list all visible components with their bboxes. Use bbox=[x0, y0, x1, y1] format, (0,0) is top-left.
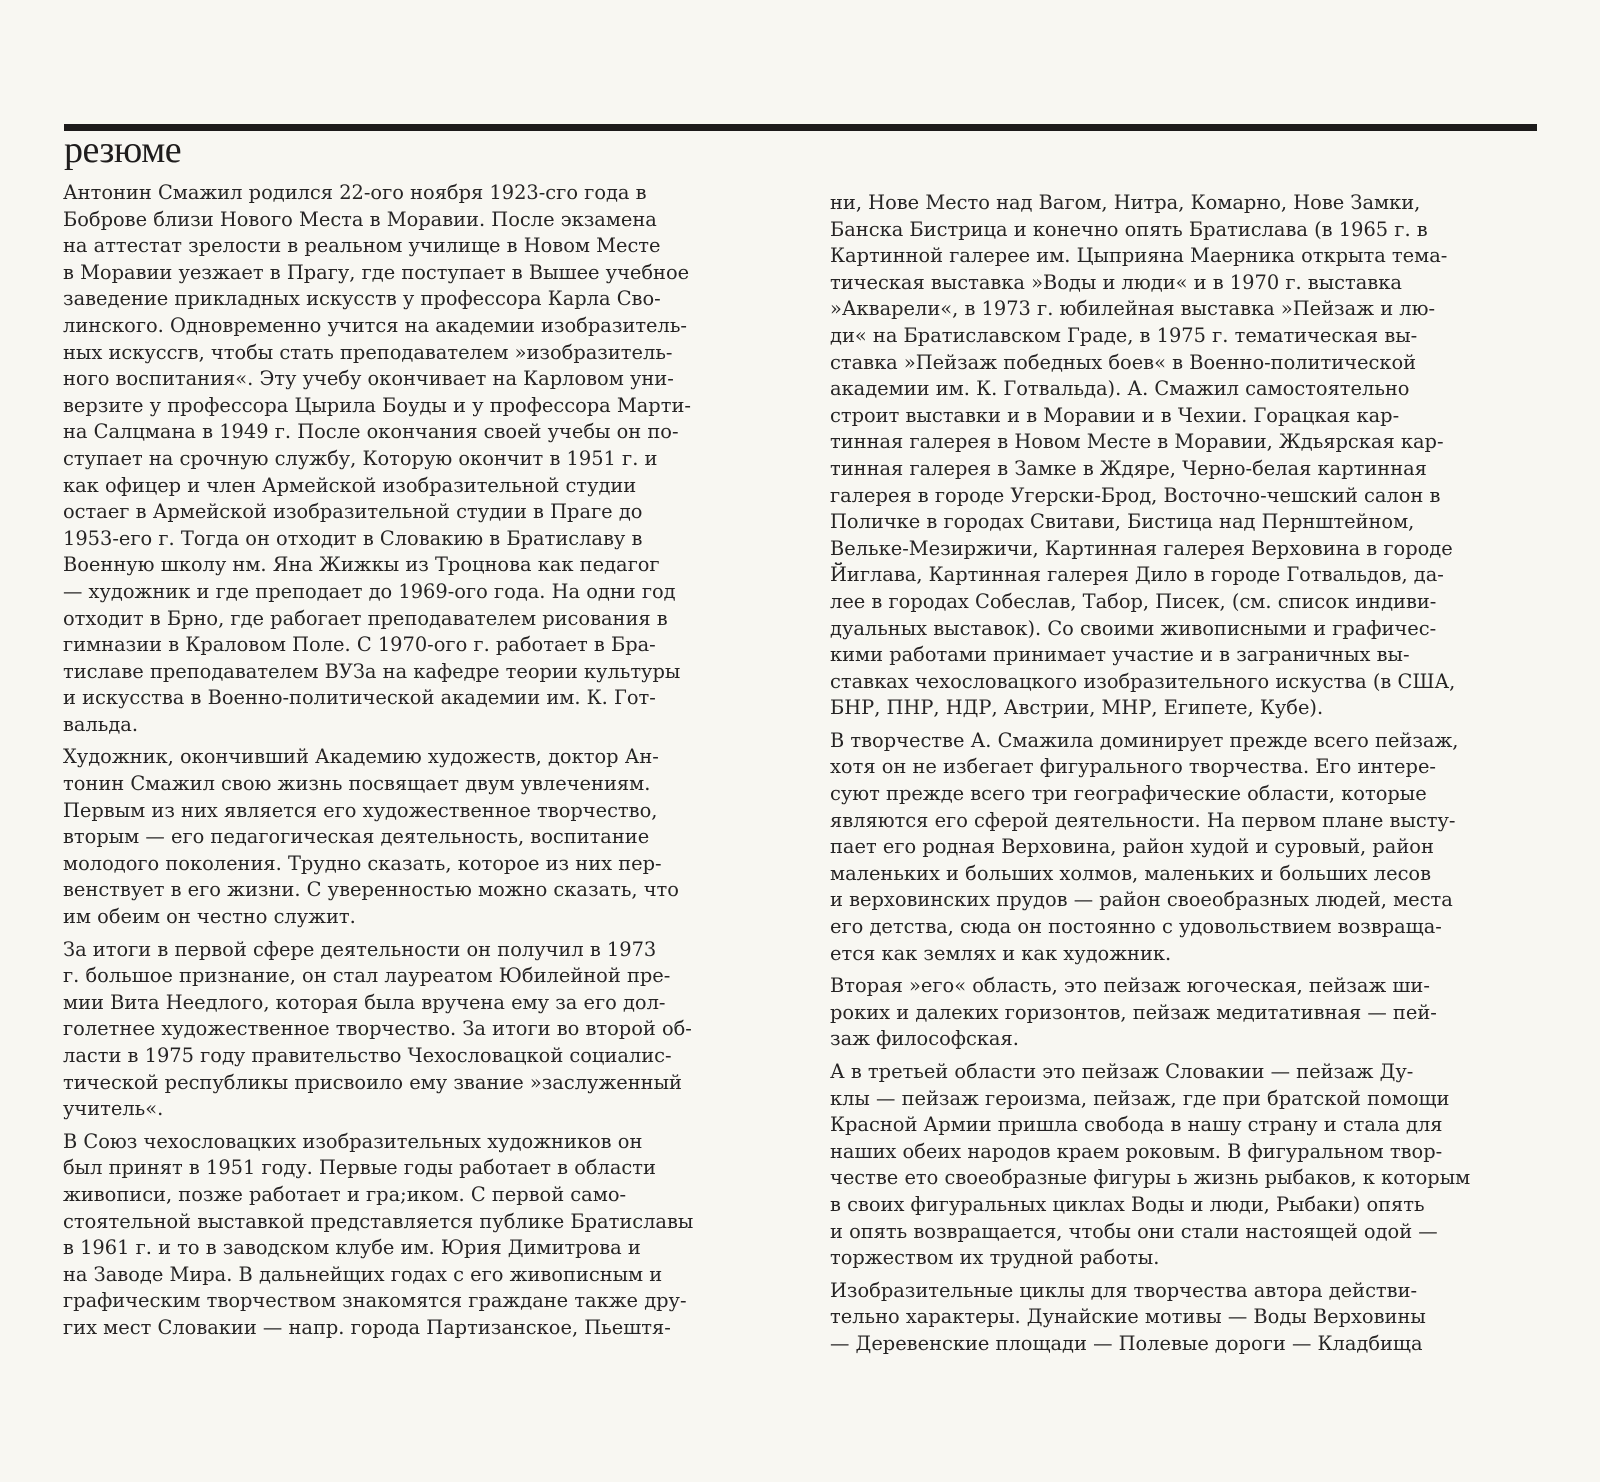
text-line: честве ето своеобразные фигуры ь жизнь рыбаков, к которым bbox=[830, 1166, 1471, 1190]
text-line: учитель«. bbox=[63, 1097, 164, 1121]
text-line: гимназии в Краловом Поле. С 1970-ого г. работает в Бра- bbox=[63, 633, 656, 657]
text-line: хотя он не избегает фигурального творчества. Его интере- bbox=[830, 755, 1436, 779]
text-line: как офицер и член Армейской изобразительной студии bbox=[63, 473, 637, 497]
text-line: являются его сферой деятельности. На первом плане высту- bbox=[830, 808, 1456, 832]
text-line: Поличке в городах Свитави, Бистица над Пернштейном, bbox=[830, 510, 1415, 534]
text-line: живописи, позже работает и гра;иком. С первой само- bbox=[63, 1182, 627, 1206]
text-line: его детства, сюда он постоянно с удовольствием возвраща- bbox=[830, 915, 1442, 939]
text-line: стоятельной выставкой представляется публике Братиславы bbox=[63, 1209, 694, 1233]
text-line: вальда. bbox=[63, 712, 139, 736]
text-line: Банска Бистрица и конечно опять Братислава (в 1965 г. в bbox=[830, 217, 1428, 241]
text-line: БНР, ПНР, НДР, Австрии, МНР, Египете, Кубе). bbox=[830, 696, 1324, 720]
text-line: заж философская. bbox=[830, 1027, 1019, 1051]
text-line: тонин Смажил свою жизнь посвящает двум увлечениям. bbox=[63, 772, 651, 796]
text-line: Художник, окончивший Академию художеств, доктор Ан- bbox=[63, 745, 659, 769]
paragraph bbox=[63, 937, 763, 1123]
text-line: лее в городах Собеслав, Табор, Писек, (см. список индиви- bbox=[830, 589, 1437, 613]
text-line: графическим творчеством знакомятся граждане также дру- bbox=[63, 1289, 687, 1313]
text-line: ного воспитания«. Эту учебу окончивает на Карловом уни- bbox=[63, 367, 674, 391]
text-line: клы — пейзаж героизма, пейзаж, где при братской помощи bbox=[830, 1086, 1450, 1110]
text-line: отходит в Брно, где рабогает преподавателем рисования в bbox=[63, 606, 668, 630]
text-line: ни, Нове Место над Вагом, Нитра, Комарно, Нове Замки, bbox=[830, 191, 1421, 214]
text-line: верзите у профессора Цырила Боуды и у профессора Марти- bbox=[63, 393, 691, 417]
text-line: За итоги в первой сфере деятельности он получил в 1973 bbox=[63, 937, 657, 961]
text-line: и опять возвращается, чтобы они стали настоящей одой — bbox=[830, 1219, 1438, 1243]
text-line: ных искуссгв, чтобы стать преподавателем »изобразитель- bbox=[63, 340, 673, 364]
page-title: резюме bbox=[64, 129, 182, 171]
text-line: Антонин Смажил родился 22-ого ноября 1923-сго года в bbox=[63, 181, 647, 204]
text-line: Первым из них является его художественное творчество, bbox=[63, 798, 658, 822]
text-line: А в третьей области это пейзаж Словакии — пейзаж Ду- bbox=[830, 1060, 1414, 1083]
text-line: г. большое признание, он стал лауреатом Юбилейной пре- bbox=[63, 964, 671, 988]
paragraph bbox=[830, 1278, 1530, 1358]
text-line: ласти в 1975 году правительство Чехословацкой социалис- bbox=[63, 1044, 672, 1067]
text-line: В творчестве А. Смажила доминирует прежде всего пейзаж, bbox=[830, 728, 1459, 752]
paragraph bbox=[830, 190, 1530, 722]
left-column bbox=[63, 180, 763, 1348]
text-line: кими работами принимает участие и в заграничных вы- bbox=[830, 643, 1410, 667]
paragraph bbox=[63, 1129, 763, 1342]
text-line: на аттестат зрелости в реальном училище в Новом Месте bbox=[63, 234, 661, 258]
text-line: голетнее художественное творчество. За итоги во второй об- bbox=[63, 1017, 692, 1041]
text-line: был принят в 1951 году. Первые годы работает в области bbox=[63, 1156, 656, 1180]
text-line: в своих фигуральных циклах Воды и люди, Рыбаки) опять bbox=[830, 1192, 1425, 1216]
text-line: венствует в его жизни. С уверенностью можно сказать, что bbox=[63, 878, 679, 902]
text-line: — Деревенские площади — Полевые дороги — Кладбища bbox=[830, 1331, 1423, 1355]
text-line: Йиглава, Картинная галерея Дило в городе Готвальдов, да- bbox=[830, 563, 1444, 587]
right-column bbox=[830, 190, 1530, 1364]
text-line: Вельке-Мезиржичи, Картинная галерея Верховина в городе bbox=[830, 536, 1453, 560]
text-line: заведение прикладных искусств у профессора Карла Сво- bbox=[63, 287, 661, 311]
paragraph bbox=[830, 1059, 1530, 1272]
text-line: Красной Армии пришла свобода в нашу страну и стала для bbox=[830, 1113, 1443, 1137]
text-line: Боброве близи Нового Места в Моравии. После экзамена bbox=[63, 207, 657, 231]
text-line: Военную школу нм. Яна Жижкы из Троцнова как педагог bbox=[63, 553, 660, 577]
text-line: — художник и где преподает до 1969-ого года. На одни год bbox=[63, 579, 676, 603]
text-line: гих мест Словакии — напр. города Партизанское, Пьештя- bbox=[63, 1315, 671, 1339]
text-line: ступает на срочную службу, Которую окончит в 1951 г. и bbox=[63, 446, 658, 470]
text-line: остаег в Армейской изобразительной студии в Праге до bbox=[63, 500, 643, 524]
text-line: тинная галерея в Новом Месте в Моравии, Ждьярская кар- bbox=[830, 430, 1444, 454]
text-line: торжеством их трудной работы. bbox=[830, 1246, 1160, 1270]
text-line: академии им. К. Готвальда). А. Смажил самостоятельно bbox=[830, 377, 1410, 401]
text-line: на Заводе Мира. В дальнейщих годах с его живописным и bbox=[63, 1262, 663, 1286]
text-line: в 1961 г. и то в заводском клубе им. Юрия Димитрова и bbox=[63, 1236, 641, 1260]
heading-rule bbox=[64, 124, 1537, 131]
text-line: тиславе преподавателем ВУЗа на кафедре теории культуры bbox=[63, 659, 681, 683]
paragraph bbox=[63, 744, 763, 930]
paragraph bbox=[63, 180, 763, 738]
text-line: ди« на Братиславском Граде, в 1975 г. тематическая вы- bbox=[830, 323, 1418, 347]
text-line: им обеим он честно служит. bbox=[63, 905, 356, 929]
text-line: ставка »Пейзаж победных боев« в Военно-политической bbox=[830, 350, 1417, 374]
text-line: молодого поколения. Трудно сказать, которое из них пер- bbox=[63, 851, 662, 875]
text-line: и верховинских прудов — район своеобразных людей, места bbox=[830, 888, 1453, 912]
text-line: ется как землях и как художник. bbox=[830, 941, 1172, 965]
text-line: Изобразительные циклы для творчества автора действи- bbox=[830, 1278, 1418, 1302]
text-line: дуальных выставок). Со своими живописными и графичес- bbox=[830, 616, 1437, 640]
text-line: »Акварели«, в 1973 г. юбилейная выставка »Пейзаж и лю- bbox=[830, 297, 1436, 321]
text-line: тическая выставка »Воды и люди« и в 1970 г. выставка bbox=[830, 270, 1402, 294]
text-line: В Союз чехословацких изобразительных художников он bbox=[63, 1129, 643, 1153]
text-line: галерея в городе Угерски-Брод, Восточно-чешский салон в bbox=[830, 483, 1441, 507]
text-line: и искусства в Военно-политической академии им. К. Гот- bbox=[63, 686, 656, 710]
text-line: пает его родная Верховина, район худой и суровый, район bbox=[830, 835, 1434, 859]
text-line: суют прежде всего три географические области, которые bbox=[830, 782, 1427, 806]
text-line: наших обеих народов краем роковым. В фигуральном твор- bbox=[830, 1139, 1443, 1163]
text-line: вторым — его педагогическая деятельность, воспитание bbox=[63, 825, 650, 849]
text-line: тической республикы присвоило ему звание »заслуженный bbox=[63, 1070, 682, 1094]
text-line: в Моравии уезжает в Прагу, где поступает в Вышее учебное bbox=[63, 260, 690, 284]
text-line: роких и далеких горизонтов, пейзаж медитативная — пей- bbox=[830, 1000, 1437, 1024]
text-line: тинная галерея в Замке в Ждяре, Черно-белая картинная bbox=[830, 456, 1427, 480]
text-line: линского. Одновременно учится на академии изобразитель- bbox=[63, 313, 687, 337]
text-line: на Салцмана в 1949 г. После окончания своей учебы он по- bbox=[63, 420, 679, 444]
paragraph bbox=[830, 728, 1530, 967]
text-line: Картинной галерее им. Цыприяна Маерника открыта тема- bbox=[830, 244, 1448, 268]
text-line: Вторая »его« область, это пейзаж югоческая, пейзаж ши- bbox=[830, 974, 1430, 998]
text-line: тельно характеры. Дунайские мотивы — Воды Верховины bbox=[830, 1305, 1426, 1329]
text-line: 1953-его г. Тогда он отходит в Словакию в Братиславу в bbox=[63, 526, 643, 550]
text-line: маленьких и больших холмов, маленьких и больших лесов bbox=[830, 861, 1432, 885]
text-line: мии Вита Неедлого, которая была вручена ему за его дол- bbox=[63, 990, 666, 1014]
text-line: строит выставки и в Моравии и в Чехии. Горацкая кар- bbox=[830, 403, 1400, 427]
text-line: ставках чехословацкого изобразительного искуства (в США, bbox=[830, 669, 1456, 693]
paragraph bbox=[830, 973, 1530, 1053]
